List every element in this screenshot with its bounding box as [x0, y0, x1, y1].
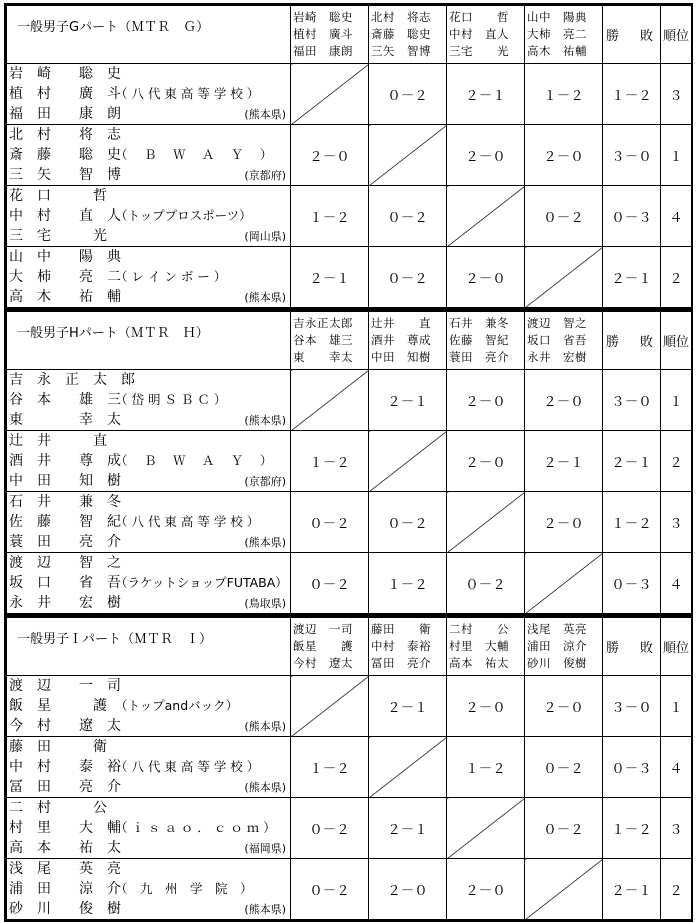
prefecture: (京都府): [244, 169, 286, 182]
player-name: 谷 本 雄 三: [9, 392, 121, 408]
column-header-player: 坂口 省吾: [527, 333, 587, 347]
self-match-diagonal: [291, 370, 369, 431]
club-name: （ レ イ ン ボ ー ）: [115, 269, 227, 284]
column-header-player: 冨田 亮介: [371, 656, 431, 670]
column-header-player: 石井 兼冬: [449, 316, 509, 330]
column-header-team: [369, 312, 447, 370]
win-loss-record: ０－３: [603, 737, 661, 798]
team-row: [7, 676, 692, 737]
player-name: 蓑 田 亮 介: [9, 534, 121, 550]
player-name: 浅 尾 英 亮: [9, 861, 121, 877]
match-score: ２－０: [447, 676, 525, 737]
column-header-player: 二村 公: [449, 622, 509, 636]
team-cell: [7, 676, 291, 737]
match-score: ２－１: [369, 370, 447, 431]
pool-title: 一般男子Ｉパート（ＭＴＲ Ｉ）: [7, 618, 291, 676]
player-name: 佐 藤 智 紀: [9, 514, 121, 530]
win-loss-record: １－２: [603, 492, 661, 553]
player-name: 中 村 直 人: [9, 208, 121, 224]
prefecture: (福岡県): [244, 842, 286, 855]
player-name: 渡 辺 一 司: [9, 678, 121, 694]
match-score: ０－２: [369, 64, 447, 125]
win-loss-record: ２－１: [603, 431, 661, 492]
rank: ２: [661, 247, 692, 308]
team-cell: [7, 186, 291, 247]
self-match-diagonal: [447, 798, 525, 859]
match-score: ０－２: [525, 798, 603, 859]
rank: ４: [661, 186, 692, 247]
column-header-player: 東 幸太: [293, 350, 353, 364]
column-header-team: [447, 6, 525, 64]
match-score: ０－２: [525, 737, 603, 798]
match-score: ２－０: [447, 859, 525, 920]
match-score: １－２: [369, 553, 447, 614]
column-header-player: 辻井 直: [371, 316, 431, 330]
rank: ３: [661, 492, 692, 553]
player-name: 渡 辺 智 之: [9, 555, 121, 571]
column-header-player: 福田 康朗: [293, 44, 353, 58]
player-name: 今 村 遼 太: [9, 718, 121, 734]
club-name: （ 九 州 学 院 ）: [115, 881, 253, 896]
prefecture: (熊本県): [244, 108, 286, 121]
prefecture: (熊本県): [244, 781, 286, 794]
player-name: 二 村 公: [9, 800, 107, 816]
column-header-player: 岩崎 聡史: [293, 10, 353, 24]
win-loss-record: ２－１: [603, 859, 661, 920]
column-header-player: 村里 大輔: [449, 639, 509, 653]
player-name: 高 本 祐 太: [9, 840, 121, 856]
rank: １: [661, 125, 692, 186]
column-header-player: 高本 祐太: [449, 656, 509, 670]
column-header-player: 佐藤 智紀: [449, 333, 509, 347]
team-row: [7, 859, 692, 920]
team-row: [7, 431, 692, 492]
match-score: ０－２: [369, 247, 447, 308]
team-row: [7, 64, 692, 125]
column-header-player: 大柿 亮二: [527, 27, 587, 41]
match-score: ２－１: [369, 676, 447, 737]
player-name: 村 里 大 輔: [9, 820, 121, 836]
prefecture: (熊本県): [244, 536, 286, 549]
column-header-win-loss: 勝 敗: [603, 618, 661, 676]
prefecture: (熊本県): [244, 720, 286, 733]
player-name: 福 田 康 朗: [9, 106, 121, 122]
match-score: ２－０: [525, 676, 603, 737]
player-name: 石 井 兼 冬: [9, 494, 121, 510]
player-name: 三 矢 智 博: [9, 167, 121, 183]
club-name: （ ｉ ｓ ａ ｏ ． ｃ ｏ ｍ ）: [115, 820, 276, 835]
column-header-player: 浅尾 英亮: [527, 622, 587, 636]
win-loss-record: ３－０: [603, 370, 661, 431]
match-score: ２－０: [291, 125, 369, 186]
column-header-win-loss: 勝 敗: [603, 6, 661, 64]
self-match-diagonal: [525, 859, 603, 920]
match-score: ２－０: [525, 492, 603, 553]
match-score: ０－２: [291, 553, 369, 614]
player-name: 吉 永 正 太 郎: [9, 372, 135, 388]
column-header-win-loss: 勝 敗: [603, 312, 661, 370]
column-header-team: [291, 618, 369, 676]
column-header-team: [447, 618, 525, 676]
team-row: [7, 798, 692, 859]
player-name: 中 田 知 樹: [9, 473, 121, 489]
club-name: （ 岱 明 Ｓ Ｂ Ｃ ）: [115, 392, 227, 407]
player-name: 岩 崎 聡 史: [9, 66, 121, 82]
match-score: ２－０: [525, 370, 603, 431]
self-match-diagonal: [525, 247, 603, 308]
column-header-player: 今村 遼太: [293, 656, 353, 670]
win-loss-record: ３－０: [603, 676, 661, 737]
match-score: ２－０: [447, 247, 525, 308]
prefecture: (岡山県): [244, 230, 286, 243]
match-score: ０－２: [369, 186, 447, 247]
team-cell: [7, 859, 291, 920]
player-name: 斎 藤 聡 史: [9, 147, 121, 163]
match-score: ２－１: [291, 247, 369, 308]
match-score: ２－０: [369, 859, 447, 920]
column-header-team: [447, 312, 525, 370]
win-loss-record: ０－３: [603, 186, 661, 247]
match-score: ２－０: [525, 125, 603, 186]
column-header-player: 渡辺 一司: [293, 622, 353, 636]
self-match-diagonal: [447, 186, 525, 247]
club-name: （ラケットショップFUTABA）: [115, 575, 288, 590]
self-match-diagonal: [369, 125, 447, 186]
team-cell: [7, 553, 291, 614]
rank: ３: [661, 798, 692, 859]
player-name: 植 村 廣 斗: [9, 86, 121, 102]
column-header-player: 吉永正太郎: [293, 316, 353, 330]
self-match-diagonal: [447, 492, 525, 553]
match-score: １－２: [291, 431, 369, 492]
column-header-player: 三矢 智博: [371, 44, 431, 58]
column-header-player: 三宅 光: [449, 44, 509, 58]
win-loss-record: ０－３: [603, 553, 661, 614]
win-loss-record: １－２: [603, 798, 661, 859]
column-header-player: 中村 直人: [449, 27, 509, 41]
pool-title: 一般男子Hパート（ＭＴＲ Ｈ）: [7, 312, 291, 370]
column-header-team: [525, 618, 603, 676]
column-header-team: [291, 312, 369, 370]
column-header-team: [291, 6, 369, 64]
match-score: ０－２: [291, 492, 369, 553]
column-header-player: 渡辺 智之: [527, 316, 587, 330]
column-header-player: 山中 陽典: [527, 10, 587, 24]
column-header-player: 浦田 涼介: [527, 639, 587, 653]
rank: ２: [661, 431, 692, 492]
team-row: [7, 186, 692, 247]
column-header-player: 飯星 護: [293, 639, 353, 653]
player-name: 辻 井 直: [9, 433, 107, 449]
club-name: （ 八 代 東 高 等 学 校 ）: [115, 86, 260, 101]
match-score: ０－２: [291, 798, 369, 859]
team-cell: [7, 492, 291, 553]
player-name: 浦 田 涼 介: [9, 881, 121, 897]
team-row: [7, 247, 692, 308]
player-name: 花 口 哲: [9, 188, 107, 204]
self-match-diagonal: [291, 64, 369, 125]
team-cell: [7, 431, 291, 492]
column-header-player: 高木 祐輔: [527, 44, 587, 58]
match-score: ２－１: [525, 431, 603, 492]
team-cell: [7, 64, 291, 125]
pool-table: [4, 309, 693, 616]
match-score: ２－１: [447, 64, 525, 125]
rank: ２: [661, 859, 692, 920]
prefecture: (熊本県): [244, 903, 286, 916]
column-header-player: 斎藤 聡史: [371, 27, 431, 41]
match-score: ２－１: [369, 798, 447, 859]
player-name: 大 柿 亮 二: [9, 269, 121, 285]
player-name: 中 村 泰 裕: [9, 759, 121, 775]
column-header-player: 植村 廣斗: [293, 27, 353, 41]
player-name: 冨 田 亮 介: [9, 779, 121, 795]
pool-table: [4, 615, 693, 922]
win-loss-record: １－２: [603, 64, 661, 125]
club-name: （ 八 代 東 高 等 学 校 ）: [115, 759, 260, 774]
match-score: ２－０: [447, 431, 525, 492]
player-name: 三 宅 光: [9, 228, 107, 244]
column-header-player: 花口 哲: [449, 10, 509, 24]
player-name: 北 村 将 志: [9, 127, 121, 143]
prefecture: (熊本県): [244, 291, 286, 304]
rank: １: [661, 370, 692, 431]
match-score: １－２: [291, 737, 369, 798]
self-match-diagonal: [369, 737, 447, 798]
rank: ４: [661, 553, 692, 614]
pool-title: 一般男子Gパート（ＭＴＲ Ｇ）: [7, 6, 291, 64]
club-name: （トッププロスポーツ）: [115, 208, 252, 223]
match-score: ０－２: [525, 186, 603, 247]
self-match-diagonal: [525, 553, 603, 614]
club-name: （トップandバック）: [115, 698, 239, 713]
club-name: （ Ｂ Ｗ Ａ Ｙ ）: [115, 453, 273, 468]
club-name: （ 八 代 東 高 等 学 校 ）: [115, 514, 260, 529]
match-score: １－２: [447, 737, 525, 798]
team-row: [7, 492, 692, 553]
player-name: 酒 井 尊 成: [9, 453, 121, 469]
player-name: 坂 口 省 吾: [9, 575, 121, 591]
column-header-player: 藤田 衛: [371, 622, 431, 636]
column-header-player: 中村 泰裕: [371, 639, 431, 653]
match-score: ０－２: [447, 553, 525, 614]
match-score: ０－２: [291, 859, 369, 920]
column-header-player: 酒井 尊成: [371, 333, 431, 347]
prefecture: (熊本県): [244, 414, 286, 427]
column-header-player: 砂川 俊樹: [527, 656, 587, 670]
column-header-rank: 順位: [661, 6, 692, 64]
team-row: [7, 370, 692, 431]
player-name: 永 井 宏 樹: [9, 595, 121, 611]
team-row: [7, 553, 692, 614]
column-header-rank: 順位: [661, 618, 692, 676]
column-header-team: [369, 618, 447, 676]
win-loss-record: ３－０: [603, 125, 661, 186]
column-header-player: 永井 宏樹: [527, 350, 587, 364]
team-cell: [7, 370, 291, 431]
team-cell: [7, 798, 291, 859]
player-name: 砂 川 俊 樹: [9, 901, 121, 917]
team-cell: [7, 125, 291, 186]
rank: ４: [661, 737, 692, 798]
match-score: １－２: [525, 64, 603, 125]
player-name: 飯 星 護: [9, 698, 107, 714]
player-name: 高 木 祐 輔: [9, 289, 121, 305]
prefecture: (鳥取県): [244, 597, 286, 610]
match-score: ２－０: [447, 370, 525, 431]
self-match-diagonal: [369, 431, 447, 492]
column-header-team: [369, 6, 447, 64]
prefecture: (京都府): [244, 475, 286, 488]
match-score: ２－０: [447, 125, 525, 186]
win-loss-record: ２－１: [603, 247, 661, 308]
player-name: 東 幸 太: [9, 412, 121, 428]
column-header-team: [525, 6, 603, 64]
pool-table: [4, 3, 693, 310]
column-header-rank: 順位: [661, 312, 692, 370]
team-cell: [7, 247, 291, 308]
match-score: １－２: [291, 186, 369, 247]
player-name: 藤 田 衛: [9, 739, 107, 755]
column-header-team: [525, 312, 603, 370]
rank: １: [661, 676, 692, 737]
rank: ３: [661, 64, 692, 125]
player-name: 山 中 陽 典: [9, 249, 121, 265]
team-row: [7, 737, 692, 798]
team-cell: [7, 737, 291, 798]
column-header-player: 北村 将志: [371, 10, 431, 24]
column-header-player: 中田 知樹: [371, 350, 431, 364]
column-header-player: 谷本 雄三: [293, 333, 353, 347]
match-score: ０－２: [369, 492, 447, 553]
team-row: [7, 125, 692, 186]
column-header-player: 蓑田 亮介: [449, 350, 509, 364]
club-name: （ Ｂ Ｗ Ａ Ｙ ）: [115, 147, 273, 162]
self-match-diagonal: [291, 676, 369, 737]
